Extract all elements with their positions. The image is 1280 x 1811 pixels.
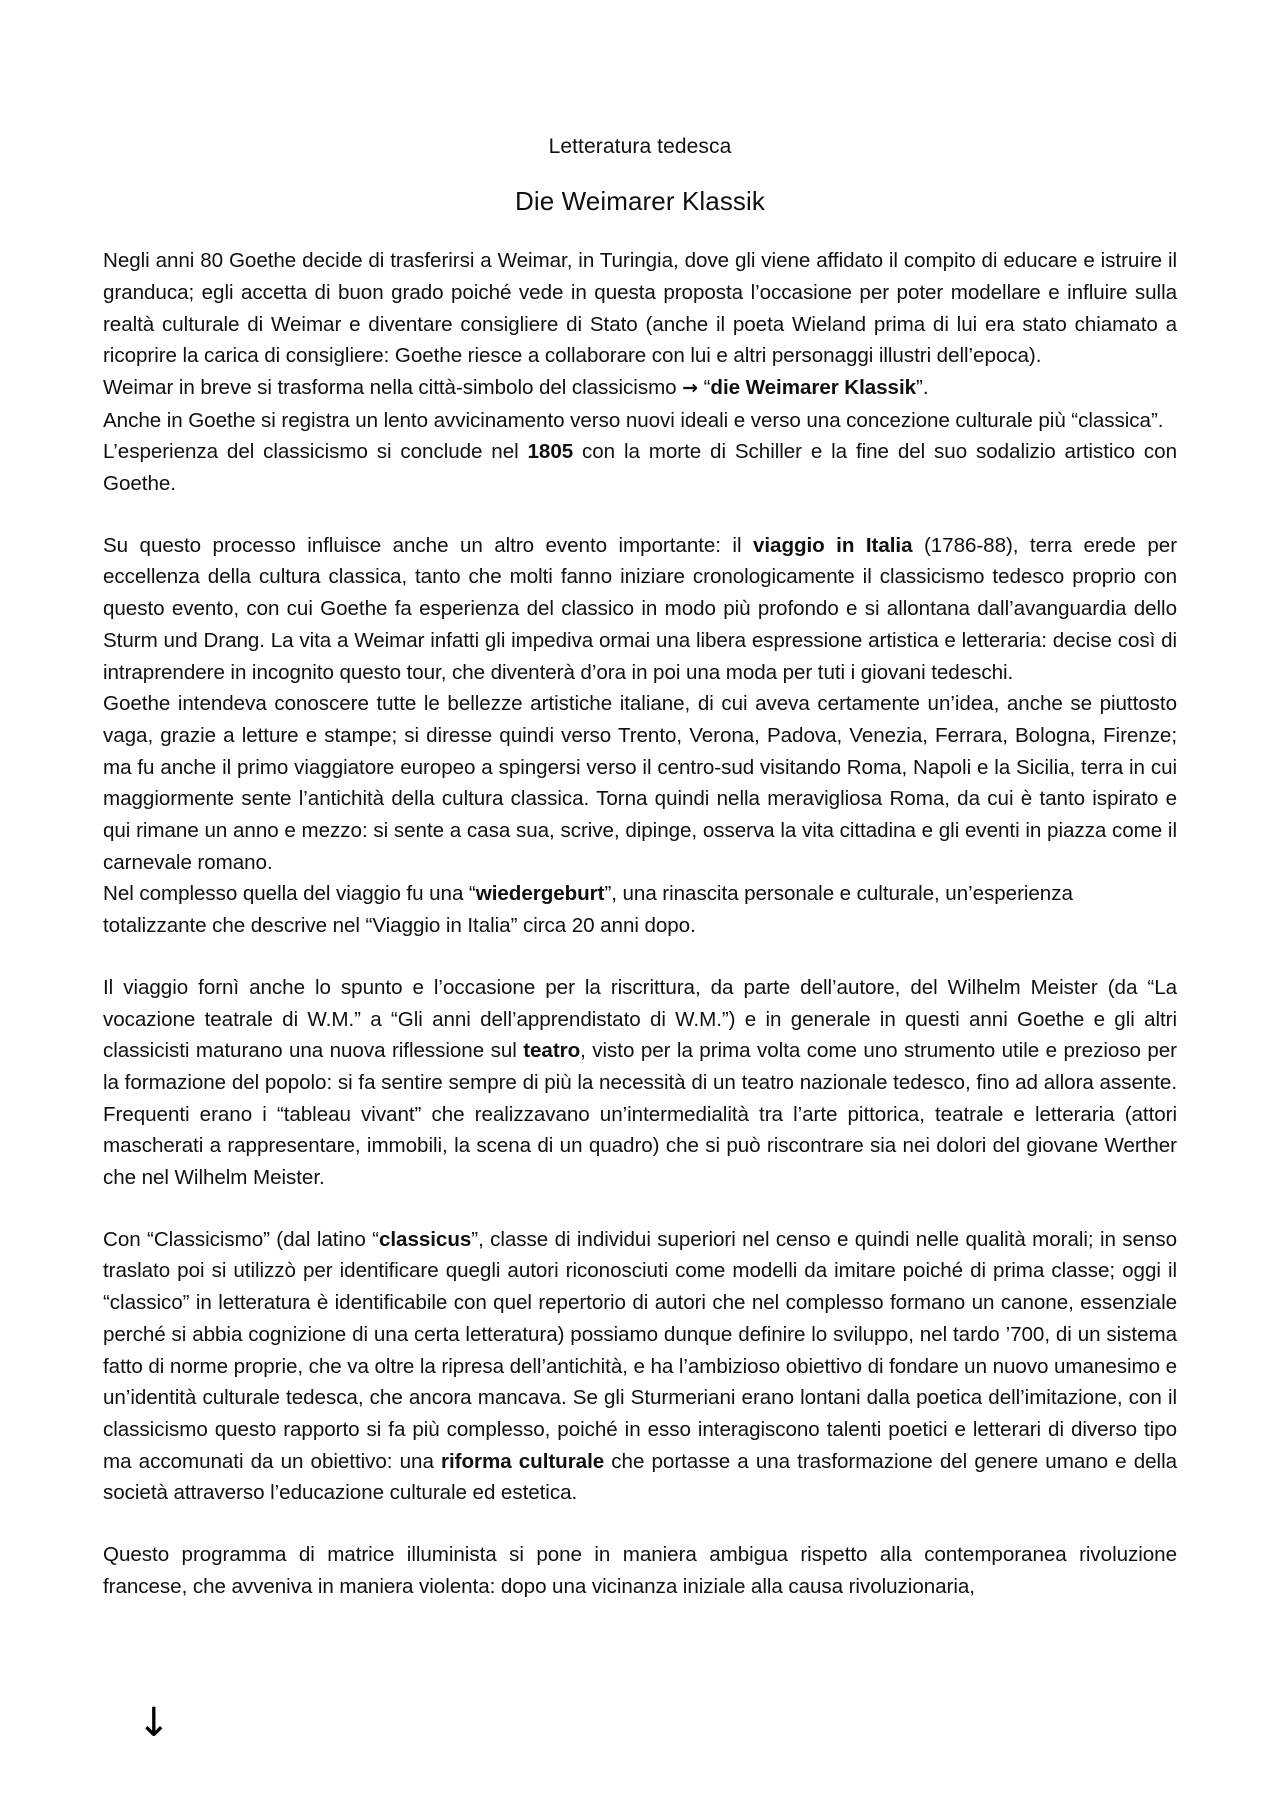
document-subject-heading: Letteratura tedesca (548, 135, 732, 158)
paragraph-text-post: che portasse a una trasformazione del genere umano e della società attraverso l’educazione culturale ed estetica. (103, 1449, 1178, 1505)
paragraph-text: Negli anni 80 Goethe decide di trasferirsi a Weimar, in Turingia, dove gli viene affidato il compito di educare e istruire il granduca; egli accetta di buon grado poiché vede in questa proposta l’occasione per poter modellare e influire sulla realtà culturale di Weimar e diventare consigliere di Stato (anche il poeta Wieland prima di lui era stato chiamato a ricoprire la carica di consigliere: Goethe riesce a collaborare con lui e altri personaggi illustri dell’epoca). (103, 249, 1177, 368)
paragraph-weimar-citta-simbolo (103, 372, 1177, 405)
paragraph-text-mid: ”, classe di individui superiori nel censo e quindi nelle qualità morali; in senso traslato poi si utilizzò per identificare quegli autori riconosciuti come modelli da imitare poiché di prima classe; oggi il “classico” in letteratura è identificabile con quel repertorio di autori che nel complesso formano un canone, essenziale perché si abbia cognizione di una certa letteratura) possiamo dunque definire lo sviluppo, nel tardo ’700, di un sistema fatto di norme proprie, che va oltre la ripresa dell’antichità, e ha l’ambizioso obiettivo di fondare un nuovo umanesimo e un’identità culturale tedesca, che ancora mancava. Se gli Sturmeriani erano lontani dalla poetica dell’imitazione, con il classicismo questo rapporto si fa più complesso, poiché in esso interagiscono talenti poetici e letterari di diverso tipo ma accomunati da un obiettivo: una (103, 1227, 1177, 1473)
paragraph-viaggio-in-italia (103, 530, 1177, 689)
paragraph-text: Questo programma di matrice illuminista si pone in maniera ambigua rispetto alla contemporanea rivoluzione francese, che avveniva in maniera violenta: dopo una vicinanza iniziale alla causa rivoluzionaria, (103, 1543, 1177, 1598)
down-arrow-icon: ↓ (137, 1700, 171, 1746)
paragraph-text-pre: Su questo processo influisce anche un altro evento importante: il (103, 533, 753, 557)
paragraph-bellezze-artistiche (103, 688, 1177, 878)
emphasis-viaggio-in-italia: viaggio in Italia (752, 533, 913, 557)
paragraph-text-post: , visto per la prima volta come uno strumento utile e prezioso per la formazione del popolo: si fa sentire sempre di più la necessità di un teatro nazionale tedesco, fino ad allora assente. Frequenti erano i “tableau vivant” che realizzavano un’intermedialità tra l’arte pittorica, teatrale e letteraria (attori mascherati a rappresentare, immobili, la scena di un quadro) che si può riscontrare sia nei dolori del giovane Werther che nel Wilhelm Meister. (103, 1039, 1177, 1190)
quote-open: “ (698, 375, 711, 399)
paragraph-text-pre: L’esperienza del classicismo si conclude nel (103, 440, 528, 464)
paragraph-goethe-weimar (103, 245, 1177, 372)
paragraph-fine-classicismo (103, 436, 1177, 499)
emphasis-teatro: teatro (523, 1039, 581, 1063)
document-title: Die Weimarer Klassik (514, 186, 765, 217)
paragraph-text-pre: Weimar in breve si trasforma nella città-simbolo del classicismo (103, 375, 683, 399)
emphasis-year-1805: 1805 (527, 440, 574, 464)
paragraph-text-pre: Il viaggio fornì anche lo spunto e l’occasione per la riscrittura, da parte dell’autore, del Wilhelm Meister (da “La vocazione teatrale di W.M.” a “Gli anni dell’apprendistato di W.M.”) e in generale in questi anni Goethe e gli altri classicisti maturano una nuova riflessione sul (103, 975, 1177, 1063)
emphasis-riforma-culturale: riforma culturale (441, 1449, 605, 1473)
paragraph-text-post: ”, una rinascita personale e culturale, un’esperienza totalizzante che descrive nel “Viaggio in Italia” circa 20 anni dopo. (103, 882, 1073, 938)
paragraph-rivoluzione-francese (103, 1539, 1177, 1602)
paragraph-text-post: con la morte di Schiller e la fine del suo sodalizio artistico con Goethe. (103, 440, 1177, 496)
paragraph-classicismo-definizione (103, 1224, 1177, 1509)
emphasis-classicus: classicus (378, 1227, 472, 1251)
emphasis-die-weimarer-klassik: die Weimarer Klassik (710, 375, 917, 399)
paragraph-concezione-classica (103, 405, 1177, 437)
paragraph-text: Goethe intendeva conoscere tutte le bellezze artistiche italiane, di cui aveva certamente un’idea, anche se piuttosto vaga, grazie a letture e stampe; si diresse quindi verso Trento, Verona, Padova, Venezia, Ferrara, Bologna, Firenze; ma fu anche il primo viaggiatore europeo a spingersi verso il centro-sud visitando Roma, Napoli e la Sicilia, terra in cui maggiormente sente l’antichità della cultura classica. Torna quindi nella meravigliosa Roma, da cui è tanto ispirato e qui rimane un anno e mezzo: si sente a casa sua, scrive, dipinge, osserva la vita cittadina e gli eventi in piazza come il carnevale romano. (103, 692, 1177, 874)
paragraph-text-post: (1786-88), terra erede per eccellenza della cultura classica, tanto che molti fanno iniziare cronologicamente il classicismo tedesco proprio con questo evento, con cui Goethe fa esperienza del classico in modo più profondo e si allontana dall’avanguardia dello Sturm und Drang. La vita a Weimar infatti gli impediva ormai una libera espressione artistica e letteraria: decise così di intraprendere in incognito questo tour, che diventerà d’ora in poi una moda per tuti i giovani tedeschi. (103, 533, 1178, 684)
emphasis-wiedergeburt: wiedergeburt (475, 882, 605, 906)
paragraph-text: Anche in Goethe si registra un lento avvicinamento verso nuovi ideali e verso una concezione culturale più “classica”. (103, 408, 1164, 432)
paragraph-text-pre: Con “Classicismo” (dal latino “ (103, 1227, 379, 1251)
paragraph-wilhelm-meister-teatro (103, 972, 1177, 1194)
right-arrow-icon: → (682, 376, 699, 399)
paragraph-text-pre: Nel complesso quella del viaggio fu una “ (103, 882, 476, 906)
document-body (103, 219, 1177, 1602)
paragraph-wiedergeburt (103, 878, 1177, 941)
paragraph-text-post: ”. (916, 375, 929, 399)
